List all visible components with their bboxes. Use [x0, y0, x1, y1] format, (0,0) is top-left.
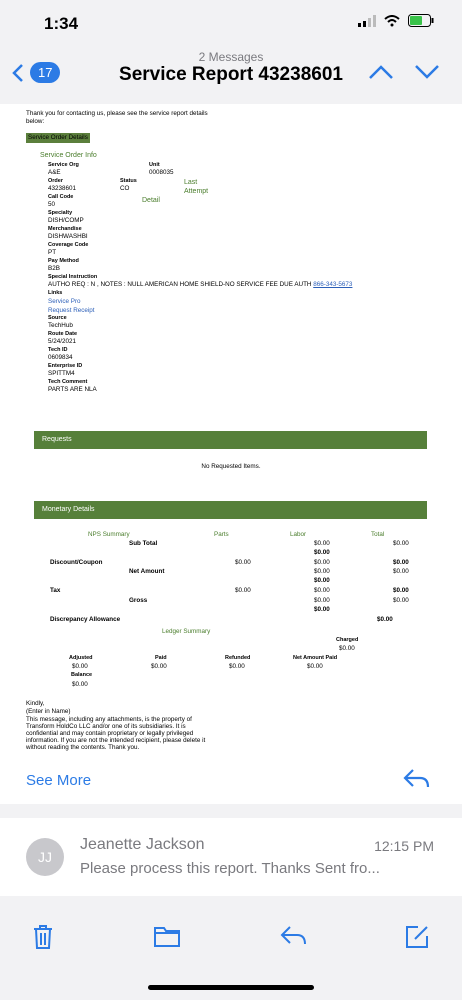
status-bar [0, 0, 462, 44]
reply-toolbar-icon[interactable] [279, 924, 307, 948]
unit-label: Unit [149, 162, 160, 168]
order-value: 43238601 [48, 185, 77, 192]
sub-total-label: Sub Total [129, 540, 158, 547]
total-heading: Total [371, 531, 385, 538]
tax-parts: $0.00 [235, 587, 251, 594]
message-count: 2 Messages [198, 50, 264, 64]
route-date-label: Route Date [48, 331, 78, 337]
tech-comment-label: Tech Comment [48, 379, 88, 385]
route-date-value: 5/24/2021 [48, 338, 77, 345]
pay-method-value: B2B [48, 265, 60, 272]
status-label: Status [120, 178, 137, 184]
tax-label: Tax [50, 587, 61, 594]
coverage-value: PT [48, 249, 57, 256]
battery-icon [408, 14, 434, 27]
adjusted-value: $0.00 [72, 663, 88, 670]
trash-icon[interactable] [32, 924, 54, 950]
back-button[interactable] [12, 62, 60, 83]
tech-id-label: Tech ID [48, 347, 68, 353]
reply-icon[interactable] [402, 767, 430, 789]
charged-label: Charged [336, 637, 359, 643]
merchandise-value: DISHWASHBI [48, 233, 88, 240]
specialty-value: DISH/COMP [48, 217, 84, 224]
status-icons [358, 14, 434, 27]
gross-labor-2: $0.00 [314, 606, 330, 613]
see-more-link[interactable]: See More [26, 772, 92, 789]
chevron-down-icon[interactable] [414, 64, 440, 80]
signal-icon [358, 15, 376, 27]
discount-parts: $0.00 [235, 559, 251, 566]
refunded-label: Refunded [225, 655, 251, 661]
nps-summary-heading: NPS Summary [88, 531, 130, 538]
labor-heading: Labor [290, 531, 307, 538]
call-code-label: Call Code [48, 194, 74, 200]
net-amount-total: $0.00 [393, 568, 409, 575]
discrepancy-label: Discrepancy Allowance [50, 616, 121, 623]
gross-total: $0.00 [393, 597, 409, 604]
specialty-label: Specialty [48, 210, 73, 216]
enterprise-id-value: SPITTM4 [48, 370, 75, 377]
unread-badge: 17 [30, 62, 60, 83]
gross-labor: $0.00 [314, 597, 330, 604]
special-instruction-label: Special Instruction [48, 274, 98, 280]
mail-nav-bar [0, 44, 462, 104]
discount-labor: $0.00 [314, 559, 330, 566]
net-amount-labor: $0.00 [314, 568, 330, 575]
thread-navigation [368, 64, 440, 80]
discount-label: Discount/Coupon [50, 559, 103, 566]
avatar: JJ [26, 838, 64, 876]
thread-subject: Service Report 43238601 [119, 64, 343, 85]
service-pro-link[interactable]: Service Pro [48, 298, 81, 305]
detail-label: Detail [142, 197, 160, 204]
special-instruction-text: AUTHO REQ : N , NOTES : NULL AMERICAN HOME SHIELD-NO SERVICE FEE DUE AUTH [48, 281, 312, 288]
last-attempt-label: Last Attempt [184, 179, 209, 196]
source-value: TechHub [48, 322, 73, 329]
message-preview-card[interactable] [0, 818, 462, 896]
parts-heading: Parts [214, 531, 229, 538]
tax-total: $0.00 [393, 587, 409, 594]
intro-text: Thank you for contacting us, please see the service report details below: [26, 110, 208, 126]
status-value: CO [120, 185, 130, 192]
service-org-label: Service Org [48, 162, 79, 168]
message-preview: Please process this report. Thanks Sent fro... [80, 860, 380, 877]
requests-header: Requests [34, 431, 427, 449]
sender-name: Jeanette Jackson [80, 836, 205, 853]
gross-label: Gross [129, 597, 148, 604]
tech-comment-value: PARTS ARE NLA [48, 386, 97, 393]
enterprise-id-label: Enterprise ID [48, 363, 83, 369]
order-label: Order [48, 178, 63, 184]
enter-name-text: (Enter in Name) [26, 708, 71, 715]
chevron-up-icon[interactable] [368, 64, 394, 80]
net-amount-paid-value: $0.00 [307, 663, 323, 670]
service-order-info-heading: Service Order Info [40, 152, 97, 159]
merchandise-label: Merchandise [48, 226, 82, 232]
source-label: Source [48, 315, 67, 321]
adjusted-label: Adjusted [69, 655, 93, 661]
email-card [0, 104, 462, 804]
tax-labor: $0.00 [314, 587, 330, 594]
service-order-details-label: Service Order Details [26, 133, 90, 143]
folder-icon[interactable] [153, 924, 181, 948]
disclaimer-text: This message, including any attachments, is the property of Transform HoldCo LLC and/or one of its subsidiaries. It is confidential and may contain proprietary or legally privileged information. If you are not the intended recipient, please delete it without reading the contents. Thank you. [26, 716, 206, 751]
net-amount-label: Net Amount [129, 568, 165, 575]
coverage-label: Coverage Code [48, 242, 89, 248]
balance-label: Balance [71, 672, 93, 678]
no-requests-text: No Requested Items. [201, 463, 261, 470]
chevron-left-icon [12, 63, 24, 83]
net-amount-labor-2: $0.00 [314, 577, 330, 584]
request-receipt-link[interactable]: Request Receipt [48, 307, 95, 314]
wifi-icon [384, 15, 400, 27]
phone-link[interactable]: 866-343-5673 [313, 281, 353, 288]
status-time: 1:34 [44, 14, 79, 33]
balance-value: $0.00 [72, 681, 88, 688]
sub-total-labor: $0.00 [314, 540, 330, 547]
monetary-table [0, 524, 462, 764]
discount-total: $0.00 [393, 559, 409, 566]
paid-value: $0.00 [151, 663, 167, 670]
tech-id-value: 0609834 [48, 354, 73, 361]
refunded-value: $0.00 [229, 663, 245, 670]
kindly-text: Kindly, [26, 700, 45, 707]
sub-total-total: $0.00 [393, 540, 409, 547]
home-indicator [148, 985, 314, 990]
call-code-value: 50 [48, 201, 56, 208]
unit-value: 0008035 [149, 169, 174, 176]
monetary-details-header: Monetary Details [34, 501, 427, 519]
message-time: 12:15 PM [374, 838, 434, 854]
charged-value: $0.00 [339, 645, 355, 652]
paid-label: Paid [155, 655, 167, 661]
compose-icon[interactable] [404, 924, 430, 950]
pay-method-label: Pay Method [48, 258, 79, 264]
service-org-value: A&E [48, 169, 61, 176]
sub-total-labor-2: $0.00 [314, 549, 330, 556]
special-instruction-value [48, 281, 352, 289]
discrepancy-value: $0.00 [377, 616, 393, 623]
ledger-summary-heading: Ledger Summary [162, 628, 211, 635]
net-amount-paid-label: Net Amount Paid [293, 655, 338, 661]
links-label: Links [48, 290, 63, 296]
